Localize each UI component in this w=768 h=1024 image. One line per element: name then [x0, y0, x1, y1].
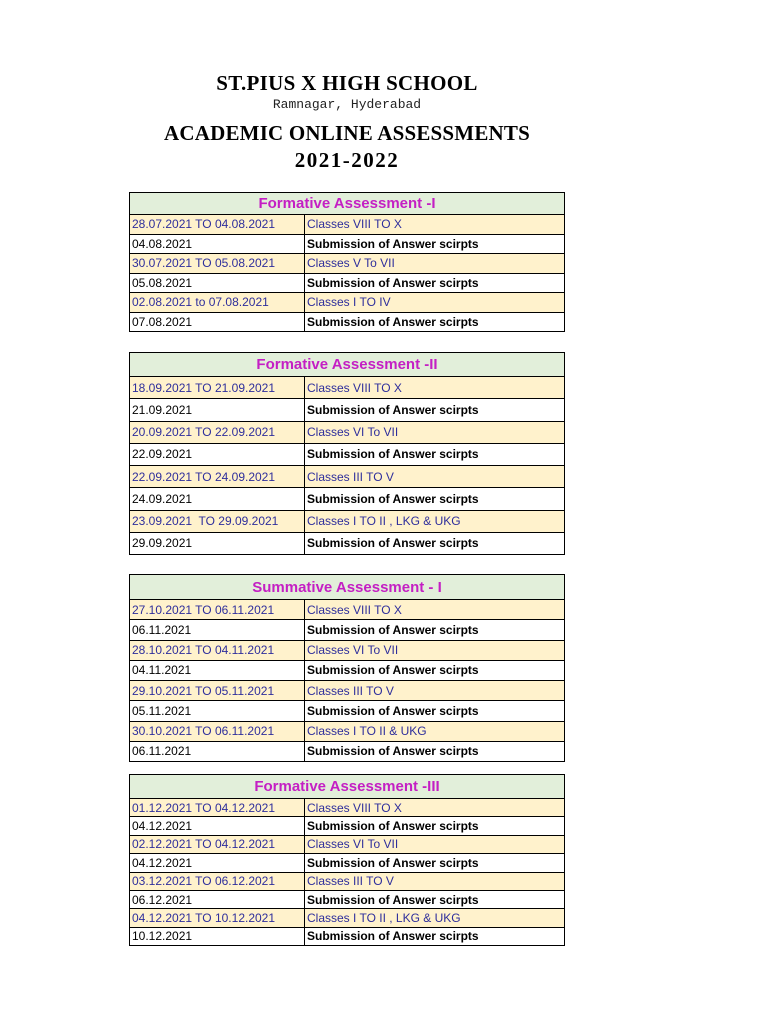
submission-note-cell: Submission of Answer scirpts [307, 491, 479, 506]
submission-note-cell: Submission of Answer scirpts [307, 236, 479, 251]
classes-cell: Classes VIII TO X [307, 217, 402, 232]
submission-row [130, 890, 564, 908]
submission-note-cell: Submission of Answer scirpts [307, 275, 479, 290]
submission-note-cell: Submission of Answer scirpts [307, 703, 479, 718]
classes-cell: Classes III TO V [307, 469, 394, 484]
submission-note-cell: Submission of Answer scirpts [307, 402, 479, 417]
class-schedule-row [130, 680, 564, 700]
submission-date-cell: 06.11.2021 [130, 620, 305, 639]
classes-cell: Classes VI To VII [307, 837, 399, 852]
class-schedule-row [130, 798, 564, 816]
summative-assessment-1-table [129, 574, 565, 762]
classes-cell: Classes III TO V [307, 874, 394, 889]
classes-cell: Classes III TO V [307, 683, 394, 698]
date-range-cell: 23.09.2021 TO 29.09.2021 [130, 511, 305, 532]
submission-row [130, 619, 564, 639]
submission-note-cell: Submission of Answer scirpts [307, 536, 479, 551]
date-range-cell: 03.12.2021 TO 06.12.2021 [130, 873, 305, 890]
submission-date-cell: 07.08.2021 [130, 313, 305, 332]
classes-cell: Classes VIII TO X [307, 602, 402, 617]
document-title: ACADEMIC ONLINE ASSESSMENTS [164, 121, 530, 145]
submission-row [130, 741, 564, 761]
date-range-cell: 30.10.2021 TO 06.11.2021 [130, 722, 305, 741]
submission-date-cell: 05.08.2021 [130, 274, 305, 293]
date-range-cell: 28.10.2021 TO 04.11.2021 [130, 641, 305, 660]
submission-date-cell: 04.12.2021 [130, 854, 305, 871]
date-range-cell: 22.09.2021 TO 24.09.2021 [130, 466, 305, 487]
submission-note-cell: Submission of Answer scirpts [307, 447, 479, 462]
date-range-cell: 01.12.2021 TO 04.12.2021 [130, 799, 305, 816]
submission-row [130, 443, 564, 465]
submission-row [130, 853, 564, 871]
submission-date-cell: 06.11.2021 [130, 742, 305, 761]
class-schedule-row [130, 253, 564, 273]
submission-note-cell: Submission of Answer scirpts [307, 892, 479, 907]
date-range-cell: 02.08.2021 to 07.08.2021 [130, 293, 305, 312]
school-name: ST.PIUS X HIGH SCHOOL [216, 71, 478, 95]
submission-note-cell: Submission of Answer scirpts [307, 855, 479, 870]
submission-note-cell: Submission of Answer scirpts [307, 744, 479, 759]
classes-cell: Classes VI To VII [307, 425, 399, 440]
submission-date-cell: 04.08.2021 [130, 235, 305, 254]
assessment-title-row [130, 193, 564, 214]
submission-row [130, 816, 564, 834]
submission-row [130, 398, 564, 420]
classes-cell: Classes VI To VII [307, 643, 399, 658]
submission-date-cell: 05.11.2021 [130, 701, 305, 720]
submission-row [130, 312, 564, 332]
assessment-title: Formative Assessment -I [258, 195, 436, 212]
date-range-cell: 02.12.2021 TO 04.12.2021 [130, 836, 305, 853]
class-schedule-row [130, 908, 564, 926]
class-schedule-row [130, 292, 564, 312]
formative-assessment-3-table [129, 774, 565, 946]
class-schedule-row [130, 872, 564, 890]
classes-cell: Classes VIII TO X [307, 380, 402, 395]
classes-cell: Classes V To VII [307, 256, 395, 271]
submission-row [130, 660, 564, 680]
classes-cell: Classes I TO IV [307, 295, 391, 310]
submission-note-cell: Submission of Answer scirpts [307, 819, 479, 834]
class-schedule-row [130, 835, 564, 853]
assessment-title: Formative Assessment -II [256, 356, 438, 373]
submission-row [130, 532, 564, 554]
submission-date-cell: 10.12.2021 [130, 928, 305, 945]
date-range-cell: 04.12.2021 TO 10.12.2021 [130, 909, 305, 926]
class-schedule-row [130, 721, 564, 741]
date-range-cell: 20.09.2021 TO 22.09.2021 [130, 422, 305, 443]
class-schedule-row [130, 599, 564, 619]
classes-cell: Classes I TO II , LKG & UKG [307, 910, 461, 925]
class-schedule-row [130, 421, 564, 443]
submission-note-cell: Submission of Answer scirpts [307, 314, 479, 329]
class-schedule-row [130, 510, 564, 532]
submission-date-cell: 06.12.2021 [130, 891, 305, 908]
formative-assessment-1-table [129, 192, 565, 332]
date-range-cell: 29.10.2021 TO 05.11.2021 [130, 681, 305, 700]
class-schedule-row [130, 640, 564, 660]
submission-date-cell: 21.09.2021 [130, 399, 305, 420]
date-range-cell: 28.07.2021 TO 04.08.2021 [130, 215, 305, 234]
date-range-cell: 27.10.2021 TO 06.11.2021 [130, 600, 305, 619]
academic-year: 2021-2022 [294, 148, 400, 172]
classes-cell: Classes I TO II , LKG & UKG [307, 514, 461, 529]
submission-note-cell: Submission of Answer scirpts [307, 622, 479, 637]
school-location: Ramnagar, Hyderabad [272, 97, 422, 112]
submission-date-cell: 04.11.2021 [130, 661, 305, 680]
submission-row [130, 487, 564, 509]
submission-date-cell: 22.09.2021 [130, 444, 305, 465]
classes-cell: Classes VIII TO X [307, 800, 402, 815]
submission-row [130, 234, 564, 254]
formative-assessment-2-table [129, 352, 565, 555]
submission-row [130, 700, 564, 720]
submission-row [130, 273, 564, 293]
class-schedule-row [130, 214, 564, 234]
submission-note-cell: Submission of Answer scirpts [307, 663, 479, 678]
assessment-title-row [130, 353, 564, 376]
submission-note-cell: Submission of Answer scirpts [307, 929, 479, 944]
assessment-title-row [130, 775, 564, 798]
submission-date-cell: 24.09.2021 [130, 488, 305, 509]
assessment-title: Summative Assessment - I [252, 578, 442, 596]
assessment-title-row [130, 575, 564, 599]
submission-row [130, 927, 564, 945]
submission-date-cell: 29.09.2021 [130, 533, 305, 554]
classes-cell: Classes I TO II & UKG [307, 724, 427, 739]
class-schedule-row [130, 465, 564, 487]
submission-date-cell: 04.12.2021 [130, 817, 305, 834]
date-range-cell: 18.09.2021 TO 21.09.2021 [130, 377, 305, 398]
date-range-cell: 30.07.2021 TO 05.08.2021 [130, 254, 305, 273]
assessment-title: Formative Assessment -III [254, 778, 440, 795]
class-schedule-row [130, 376, 564, 398]
